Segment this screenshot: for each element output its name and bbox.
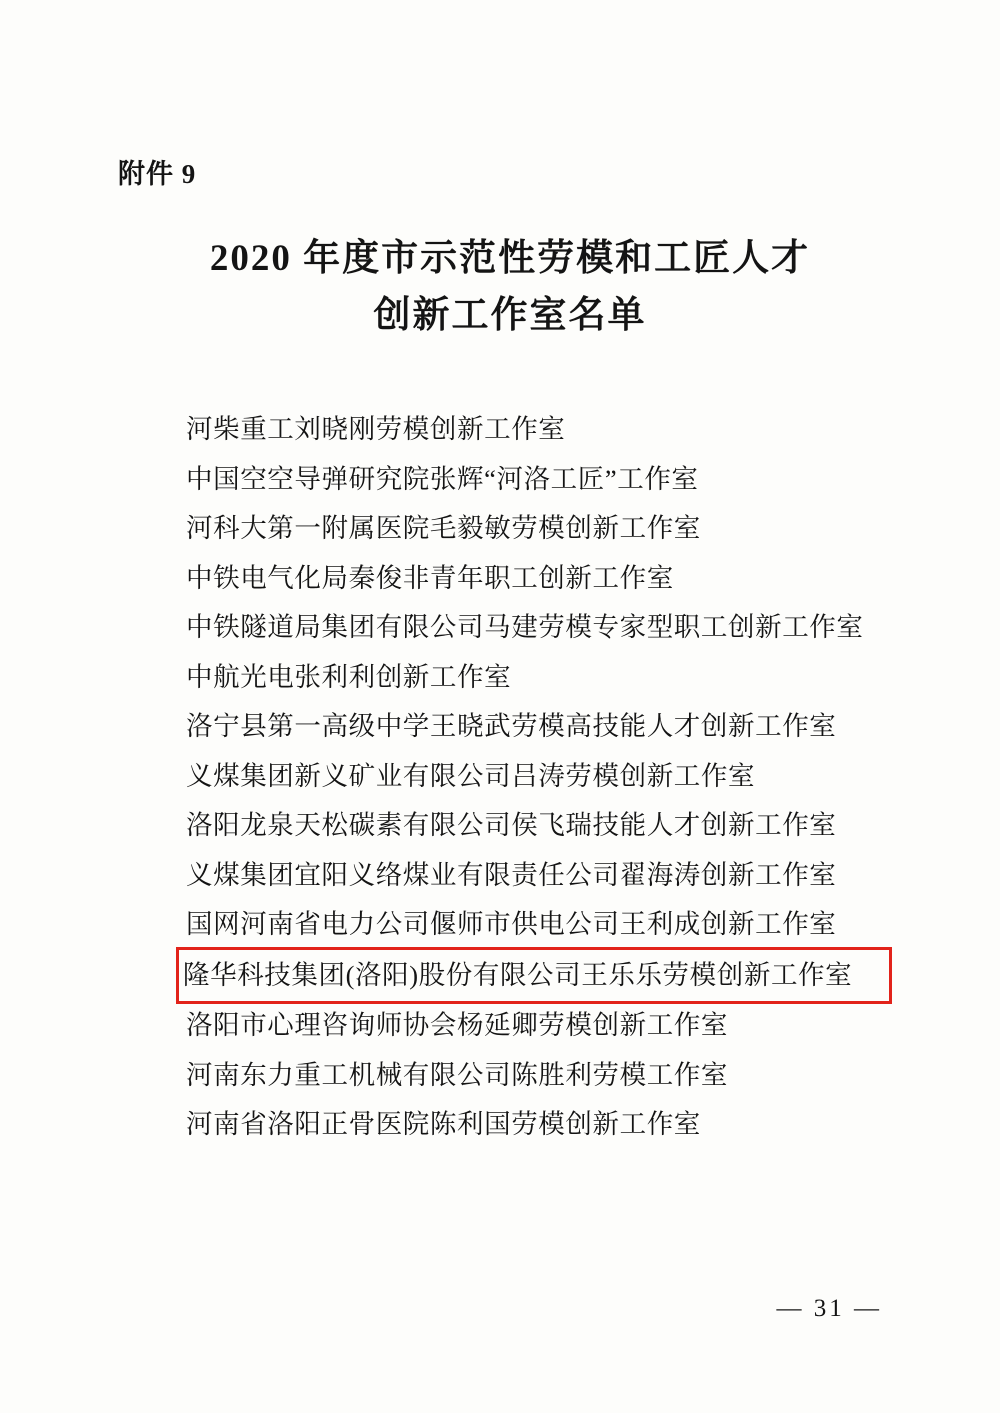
list-item: 河南省洛阳正骨医院陈利国劳模创新工作室 — [186, 1109, 701, 1139]
list-item: 河科大第一附属医院毛毅敏劳模创新工作室 — [186, 513, 701, 543]
page-title-line-1: 2020 年度市示范性劳模和工匠人才 — [209, 238, 811, 279]
page-title-line-2: 创新工作室名单 — [373, 295, 647, 337]
page-title — [150, 230, 870, 345]
list-item-highlighted: 隆华科技集团(洛阳)股份有限公司王乐乐劳模创新工作室 — [179, 950, 889, 1002]
attachment-label: 附件 9 — [118, 159, 197, 189]
list-item: 义煤集团宜阳义络煤业有限责任公司翟海涛创新工作室 — [186, 859, 837, 890]
list-item: 河柴重工刘晓刚劳模创新工作室 — [186, 414, 566, 444]
list-item: 洛宁县第一高级中学王晓武劳模高技能人才创新工作室 — [186, 711, 837, 741]
list-item: 中铁隧道局集团有限公司马建劳模专家型职工创新工作室 — [186, 612, 864, 642]
workshop-list — [183, 405, 886, 1150]
list-item: 洛阳龙泉天松碳素有限公司侯飞瑞技能人才创新工作室 — [186, 810, 837, 840]
list-item: 中国空空导弹研究院张辉“河洛工匠”工作室 — [186, 463, 699, 494]
list-item: 国网河南省电力公司偃师市供电公司王利成创新工作室 — [186, 909, 837, 939]
list-item: 义煤集团新义矿业有限公司吕涛劳模创新工作室 — [186, 760, 756, 791]
list-item: 中航光电张利利创新工作室 — [186, 661, 512, 692]
list-item: 洛阳市心理咨询师协会杨延卿劳模创新工作室 — [186, 1010, 728, 1040]
page-number: — 31 — — [776, 1295, 882, 1322]
list-item: 中铁电气化局秦俊非青年职工创新工作室 — [186, 562, 674, 593]
list-item: 河南东力重工机械有限公司陈胜利劳模工作室 — [186, 1059, 728, 1090]
